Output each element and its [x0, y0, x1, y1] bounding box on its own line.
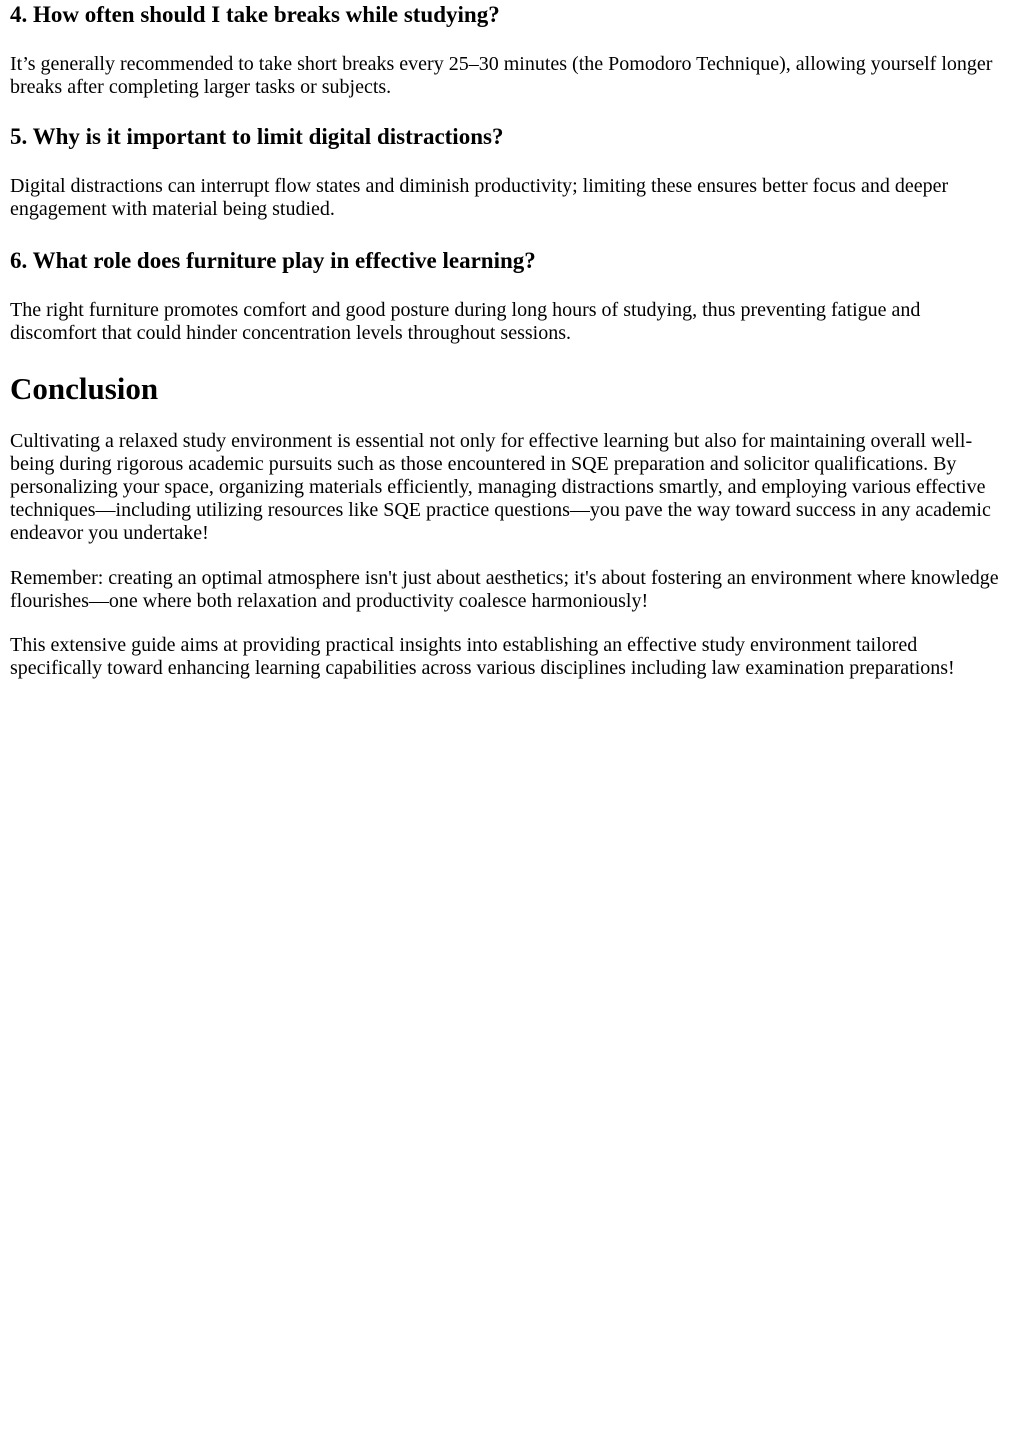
faq-answer-5: Digital distractions can interrupt flow states and diminish productivity; limiting these ensures better focus and deeper engagement with material being studied. [10, 175, 949, 220]
conclusion-heading: Conclusion [10, 371, 159, 406]
faq-question-5: 5. Why is it important to limit digital distractions? [10, 124, 504, 149]
faq-answer-4: It’s generally recommended to take short breaks every 25–30 minutes (the Pomodoro Technique), allowing yourself longer breaks after completing larger tasks or subjects. [10, 53, 993, 98]
conclusion-paragraph-2: Remember: creating an optimal atmosphere isn't just about aesthetics; it's about fostering an environment where knowledge flourishes—one where both relaxation and productivity coalesce harmoniously! [10, 567, 999, 612]
faq-question-4: 4. How often should I take breaks while studying? [10, 2, 500, 27]
conclusion-paragraph-1: Cultivating a relaxed study environment is essential not only for effective learning but also for maintaining overall well-being during rigorous academic pursuits such as those encountered in SQE preparation and solicitor qualifications. By personalizing your space, organizing materials efficiently, managing distractions smartly, and employing various effective techniques—including utilizing resources like SQE practice questions—you pave the way toward success in any academic endeavor you undertake! [10, 430, 991, 544]
faq-answer-6: The right furniture promotes comfort and good posture during long hours of studying, thus preventing fatigue and discomfort that could hinder concentration levels throughout sessions. [10, 299, 921, 344]
conclusion-paragraph-3: This extensive guide aims at providing practical insights into establishing an effective study environment tailored specifically toward enhancing learning capabilities across various disciplines including law examination preparations! [10, 634, 955, 679]
faq-question-6: 6. What role does furniture play in effective learning? [10, 248, 536, 273]
